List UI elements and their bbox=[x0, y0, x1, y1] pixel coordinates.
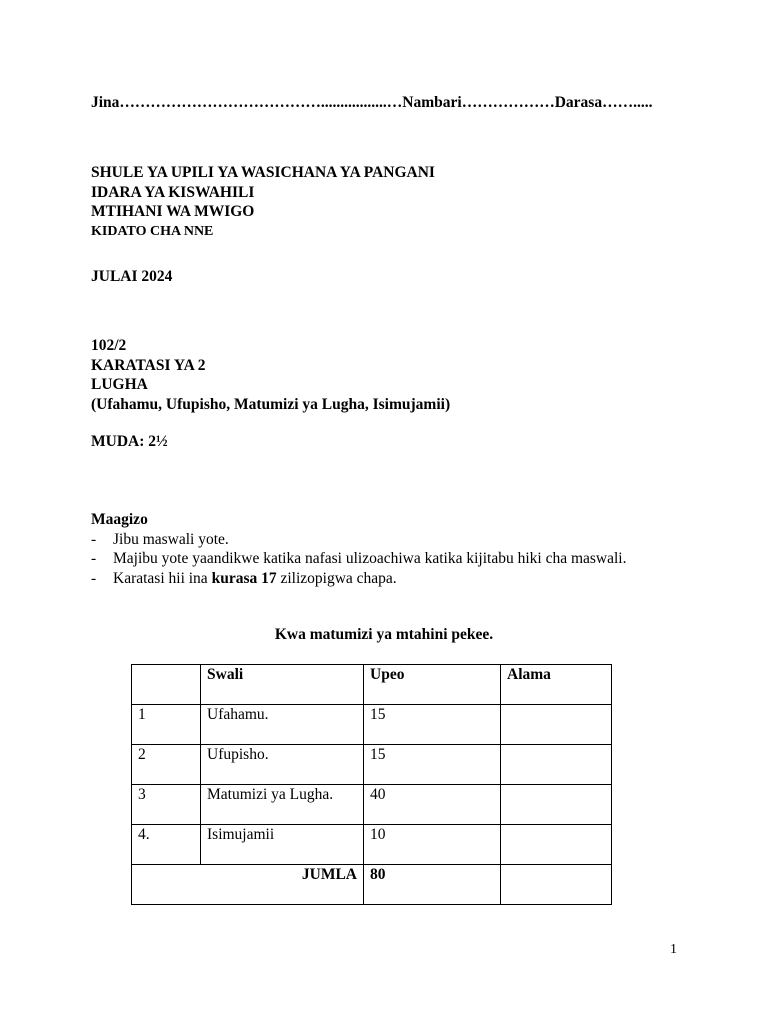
instruction-dash: - bbox=[91, 550, 97, 567]
paper-subject: LUGHA bbox=[91, 376, 148, 393]
table-caption: Kwa matumizi ya mtahini pekee. bbox=[274, 626, 494, 643]
table-row bbox=[132, 745, 612, 785]
max-marks: 40 bbox=[364, 785, 501, 825]
table-row bbox=[132, 705, 612, 745]
instruction-item bbox=[91, 530, 627, 550]
header-cell bbox=[132, 665, 201, 705]
question-number: 1 bbox=[132, 705, 201, 745]
instruction-item bbox=[91, 569, 627, 589]
question-name: Ufahamu. bbox=[201, 705, 364, 745]
score-cell[interactable] bbox=[501, 825, 612, 865]
score-cell[interactable] bbox=[501, 705, 612, 745]
exam-date: JULAI 2024 bbox=[91, 268, 173, 285]
paper-number: KARATASI YA 2 bbox=[91, 356, 206, 374]
instructions bbox=[91, 510, 627, 588]
total-max: 80 bbox=[364, 865, 501, 905]
name-number-class-line: Jina………………………………….................…Nambari………………Darasa……..... bbox=[91, 94, 653, 111]
question-number: 4. bbox=[132, 825, 201, 865]
total-score-cell[interactable] bbox=[501, 865, 612, 905]
school-header bbox=[91, 163, 435, 241]
page-number: 1 bbox=[670, 942, 677, 957]
school-name: SHULE YA UPILI YA WASICHANA YA PANGANI bbox=[91, 164, 435, 181]
instruction-text: Jibu maswali yote. bbox=[113, 530, 229, 548]
table-total-row bbox=[132, 865, 612, 905]
table-row bbox=[132, 785, 612, 825]
instruction-text bbox=[113, 569, 397, 589]
paper-sections: (Ufahamu, Ufupisho, Matumizi ya Lugha, Isimujamii) bbox=[91, 395, 451, 413]
max-marks: 15 bbox=[364, 705, 501, 745]
instructions-title: Maagizo bbox=[91, 511, 148, 528]
score-table bbox=[131, 664, 612, 905]
page-count: kurasa 17 bbox=[211, 569, 277, 587]
question-name: Matumizi ya Lugha. bbox=[201, 785, 364, 825]
department: IDARA YA KISWAHILI bbox=[91, 183, 255, 201]
form-level: KIDATO CHA NNE bbox=[91, 223, 214, 239]
instruction-dash: - bbox=[91, 530, 97, 548]
instruction-prefix: Karatasi hii ina bbox=[113, 569, 212, 587]
instruction-suffix: zilizopigwa chapa. bbox=[276, 569, 397, 587]
question-name: Ufupisho. bbox=[201, 745, 364, 785]
score-cell[interactable] bbox=[501, 745, 612, 785]
header-cell: Upeo bbox=[364, 665, 501, 705]
max-marks: 10 bbox=[364, 825, 501, 865]
header-cell: Alama bbox=[501, 665, 612, 705]
score-cell[interactable] bbox=[501, 785, 612, 825]
table-row bbox=[132, 825, 612, 865]
instruction-text: Majibu yote yaandikwe katika nafasi ulizoachiwa katika kijitabu hiki cha maswali. bbox=[113, 550, 627, 567]
max-marks: 15 bbox=[364, 745, 501, 785]
duration: MUDA: 2½ bbox=[91, 433, 168, 450]
table-header-row bbox=[132, 665, 612, 705]
header-cell: Swali bbox=[201, 665, 364, 705]
instruction-dash: - bbox=[91, 569, 97, 587]
question-number: 2 bbox=[132, 745, 201, 785]
paper-details bbox=[91, 336, 450, 414]
instruction-item bbox=[91, 549, 627, 569]
total-label: JUMLA bbox=[132, 865, 364, 905]
question-name: Isimujamii bbox=[201, 825, 364, 865]
exam-title: MTIHANI WA MWIGO bbox=[91, 203, 255, 220]
paper-code: 102/2 bbox=[91, 337, 127, 354]
question-number: 3 bbox=[132, 785, 201, 825]
